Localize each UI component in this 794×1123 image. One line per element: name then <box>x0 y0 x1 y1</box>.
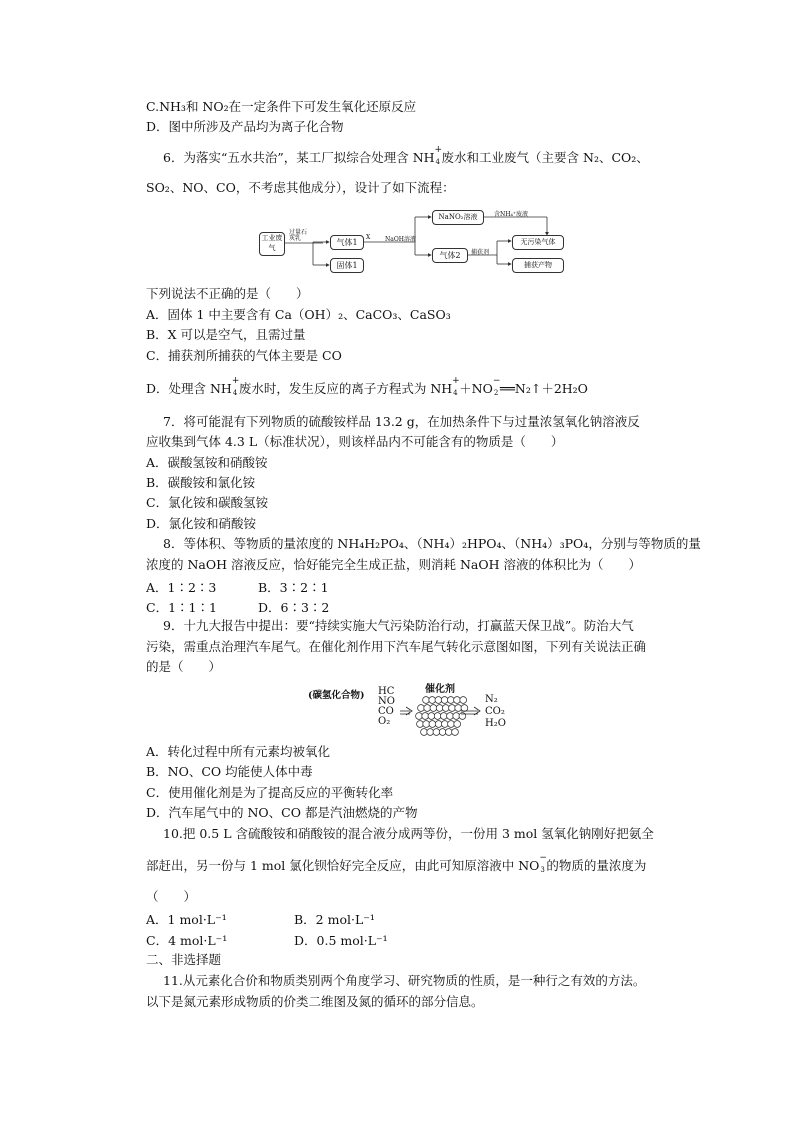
catalyst-sphere <box>452 729 459 736</box>
q6-option-c: C．捕获剂所捕获的气体主要是 CO <box>146 348 342 363</box>
fig-reactants <box>378 687 395 727</box>
catalyst-sphere <box>416 713 423 720</box>
flow-label-nh4-waste: 含NH₄⁺废液 <box>494 211 529 218</box>
catalyst-sphere <box>447 713 454 720</box>
q10-stem-line2: 部赶出，另一份与 1 mol 氯化钡恰好完全反应，由此可知原溶液中 NO − 3 的物质的量浓度为 <box>146 853 647 874</box>
catalyst-sphere <box>439 729 446 736</box>
q9-catalyst-figure <box>308 680 513 742</box>
catalyst-sphere <box>424 705 431 712</box>
q9-option-b: B．NO、CO 均能使人体中毒 <box>146 764 313 779</box>
catalyst-sphere <box>429 697 436 704</box>
q7-stem-line1: 7．将可能混有下列物质的硫酸铵样品 13.2 g，在加热条件下与过量浓氢氧化钠溶液反 <box>163 414 640 429</box>
catalyst-sphere <box>427 729 434 736</box>
q9-stem-line2: 污染，需重点治理汽车尾气。在催化剂作用下汽车尾气转化示意图如图，下列有关说法正确 <box>146 639 647 654</box>
q8-stem-line2: 浓度的 NaOH 溶液反应，恰好能完全生成正盐，则消耗 NaOH 溶液的体积比为（ ） <box>146 557 641 572</box>
q7-option-d: D．氯化铵和硝酸铵 <box>146 516 257 531</box>
catalyst-sphere <box>445 729 452 736</box>
catalyst-sphere <box>422 713 429 720</box>
fig-co: CO <box>378 706 394 717</box>
q6-flow-diagram <box>257 208 592 278</box>
catalyst-sphere <box>434 713 441 720</box>
q7-option-a: A．碳酸氢铵和硝酸铵 <box>146 455 268 470</box>
q8-stem-line1: 8．等体积、等物质的量浓度的 NH₄H₂PO₄、（NH₄）₂HPO₄、（NH₄）₃PO₄，分别与等物质的量 <box>163 536 701 551</box>
flow-box-nano2: NaNO₂溶液 <box>432 210 484 225</box>
q8-option-b: B．3∶2∶1 <box>258 580 329 595</box>
q8-option-d: D．6∶3∶2 <box>258 600 330 615</box>
flow-box-solid1: 固体1 <box>330 258 364 273</box>
catalyst-sphere <box>460 697 467 704</box>
q5-option-d: D．图中所涉及产品均为离子化合物 <box>146 119 344 134</box>
catalyst-sphere <box>441 697 448 704</box>
catalyst-sphere <box>423 721 430 728</box>
q8-option-c: C．1∶1∶1 <box>146 600 217 615</box>
q7-option-b: B．碳酸铵和氯化铵 <box>146 475 256 490</box>
q10-option-d: D．0.5 mol·L⁻¹ <box>294 933 388 948</box>
catalyst-sphere <box>421 729 428 736</box>
q10-stem-line3: （ ） <box>146 889 197 904</box>
catalyst-sphere <box>418 705 425 712</box>
catalyst-sphere <box>442 705 449 712</box>
catalyst-sphere <box>435 697 442 704</box>
catalyst-sphere <box>448 721 455 728</box>
catalyst-sphere <box>455 705 462 712</box>
q10-stem-line1: 10.把 0.5 L 含硫酸铵和硝酸铵的混合液分成两等份，一份用 3 mol 氢氧化钠刚好把氨全 <box>163 826 654 841</box>
flow-label-lime: 过量石灰乳 <box>289 229 308 242</box>
q9-option-d: D．汽车尾气中的 NO、CO 都是汽油燃烧的产物 <box>146 805 418 820</box>
catalyst-sphere <box>428 713 435 720</box>
catalyst-sphere <box>435 721 442 728</box>
q6-option-b: B．X 可以是空气，且需过量 <box>146 327 306 342</box>
q10-option-a: A．1 mol·L⁻¹ <box>146 912 227 927</box>
catalyst-sphere <box>433 729 440 736</box>
q6-stem-line1: 6．为落实“五水共治”，某工厂拟综合处理含 NH + 4 废水和工业废气（主要含 N₂、CO₂、 <box>163 145 649 166</box>
catalyst-sphere <box>417 721 424 728</box>
q6-option-a: A．固体 1 中主要含有 Ca（OH）₂、CaCO₃、CaSO₃ <box>146 307 451 322</box>
catalyst-sphere <box>429 721 436 728</box>
q7-option-c: C．氯化铵和碳酸氢铵 <box>146 495 269 510</box>
catalyst-sphere <box>454 721 461 728</box>
q6-stem-line2: SO₂、NO、CO，不考虑其他成分），设计了如下流程： <box>146 180 455 195</box>
catalyst-sphere <box>423 697 430 704</box>
catalyst-sphere <box>440 713 447 720</box>
fig-hydrocarbon-label: (碳氢化合物) <box>308 690 365 701</box>
catalyst-sphere <box>461 705 468 712</box>
q11-stem-line2: 以下是氮元素形成物质的价类二维图及氮的循环的部分信息。 <box>146 994 484 1009</box>
q6-question: 下列说法不正确的是（ ） <box>146 286 309 301</box>
q7-stem-line2: 应收集到气体 4.3 L（标准状况），则该样品内不可能含有的物质是（ ） <box>146 434 564 449</box>
catalyst-sphere <box>449 705 456 712</box>
q9-option-c: C．使用催化剂是为了提高反应的平衡转化率 <box>146 785 394 800</box>
fig-h2o: H₂O <box>485 718 506 729</box>
catalyst-sphere <box>447 697 454 704</box>
flow-box-capture-product: 捕获产物 <box>512 258 564 273</box>
catalyst-sphere <box>430 705 437 712</box>
flow-label-capture-agent: 捕获剂 <box>471 249 490 256</box>
section-title-non-choice: 二、非选择题 <box>146 952 222 967</box>
fig-co2: CO₂ <box>485 706 505 717</box>
q11-stem-line1: 11.从元素化合价和物质类别两个角度学习、研究物质的性质，是一种行之有效的方法。 <box>163 973 646 988</box>
catalyst-sphere <box>454 697 461 704</box>
fig-products <box>485 694 506 730</box>
flow-label-naoh: NaOH溶液 <box>385 236 416 243</box>
flow-box-waste-gas: 工业废气 <box>259 232 285 256</box>
q10-option-b: B．2 mol·L⁻¹ <box>294 912 375 927</box>
fig-n2: N₂ <box>485 694 498 705</box>
fig-o2: O₂ <box>378 716 391 727</box>
q9-stem-line3: 的是（ ） <box>146 659 222 674</box>
flow-box-gas2: 气体2 <box>432 248 468 263</box>
flow-box-clean-gas: 无污染气体 <box>512 235 564 250</box>
catalyst-sphere <box>441 721 448 728</box>
q5-option-c: C.NH₃和 NO₂在一定条件下可发生氧化还原反应 <box>146 99 417 114</box>
q9-option-a: A．转化过程中所有元素均被氧化 <box>146 744 331 759</box>
catalyst-sphere <box>436 705 443 712</box>
q8-option-a: A．1∶2∶3 <box>146 580 217 595</box>
flow-label-x: X <box>366 234 371 241</box>
q6-option-d: D．处理含 NH + 4 废水时，发生反应的离子方程式为 NH + 4 ＋NO − 2 ══N₂↑＋2H₂O <box>146 376 588 397</box>
fig-no: NO <box>378 696 395 707</box>
flow-box-gas1: 气体1 <box>330 235 364 250</box>
q9-stem-line1: 9．十九大报告中提出：要“持续实施大气污染防治行动，打赢蓝天保卫战”。防治大气 <box>163 618 634 633</box>
catalyst-sphere <box>453 713 460 720</box>
fig-catalyst-label: 催化剂 <box>425 684 455 695</box>
fig-hc: HC <box>378 686 395 697</box>
q10-option-c: C．4 mol·L⁻¹ <box>146 933 228 948</box>
